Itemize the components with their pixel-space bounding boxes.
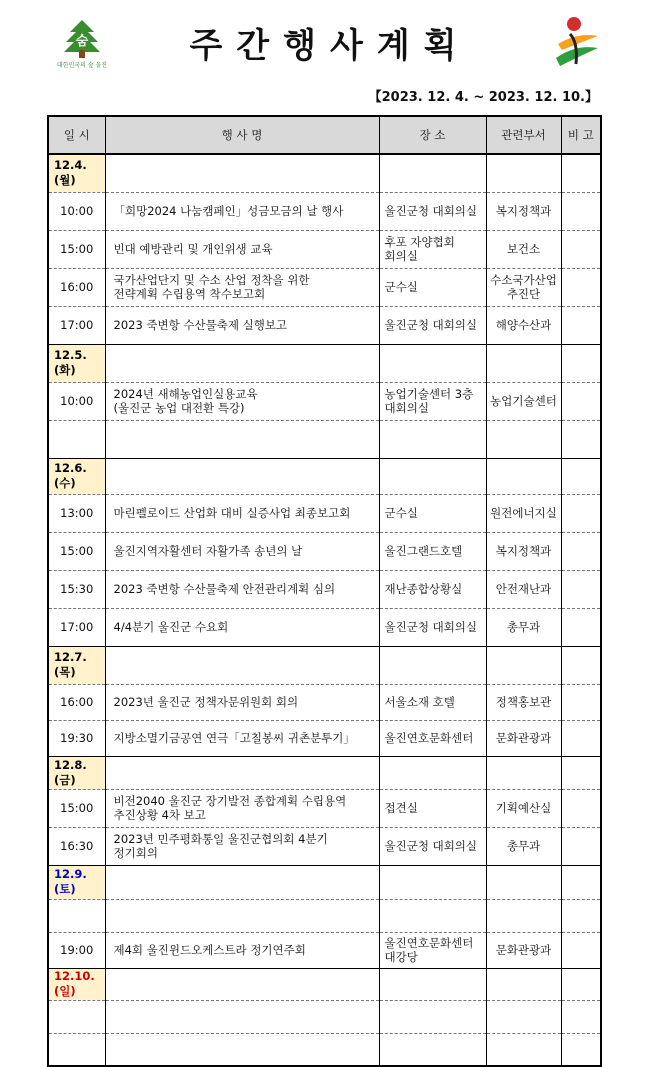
county-symbol [552,14,602,72]
event-place: 재난종합상황실 [379,570,486,608]
county-logo [52,18,112,68]
event-name: 제4회 울진윈드오케스트라 정기연주회 [105,932,379,968]
date-row [48,756,601,789]
svg-text:숨: 숨 [75,34,89,49]
event-dept [486,1000,561,1033]
event-note [561,532,601,570]
header-place: 장 소 [379,116,486,154]
event-dept: 복지정책과 [486,532,561,570]
empty-cell [561,646,601,684]
date-cell: 12.9.(토) [48,865,105,899]
empty-cell [379,344,486,382]
event-time: 16:30 [48,827,105,865]
date-row [48,865,601,899]
event-time [48,899,105,932]
event-note [561,899,601,932]
header-event: 행 사 명 [105,116,379,154]
event-row [48,899,601,932]
event-note [561,684,601,720]
tree-icon [52,18,112,60]
table-header-row [48,116,601,154]
event-row [48,306,601,344]
event-place: 울진그랜드호텔 [379,532,486,570]
empty-cell [105,154,379,192]
event-time: 15:00 [48,532,105,570]
event-note [561,382,601,420]
event-dept [486,899,561,932]
date-cell: 12.6.(수) [48,458,105,494]
empty-cell [486,344,561,382]
event-row [48,789,601,827]
event-dept: 총무과 [486,827,561,865]
event-name [105,899,379,932]
event-name: 국가산업단지 및 수소 산업 정착을 위한 전략계획 수립용역 착수보고회 [105,268,379,306]
empty-cell [486,154,561,192]
date-row [48,458,601,494]
event-note [561,494,601,532]
empty-cell [561,458,601,494]
date-row [48,646,601,684]
empty-cell [561,756,601,789]
event-name: 4/4분기 울진군 수요회 [105,608,379,646]
schedule-table [47,115,602,1067]
empty-cell [379,865,486,899]
event-note [561,932,601,968]
event-row [48,570,601,608]
event-note [561,192,601,230]
event-place: 군수실 [379,494,486,532]
event-note [561,608,601,646]
event-place [379,420,486,458]
empty-cell [379,646,486,684]
event-place: 울진연호문화센터 대강당 [379,932,486,968]
event-time [48,420,105,458]
event-place: 울진군청 대회의실 [379,608,486,646]
empty-cell [105,756,379,789]
empty-cell [561,968,601,1000]
date-cell: 12.7.(목) [48,646,105,684]
event-time [48,1000,105,1033]
event-row [48,268,601,306]
event-row [48,494,601,532]
event-note [561,1000,601,1033]
event-place: 울진군청 대회의실 [379,827,486,865]
event-place: 군수실 [379,268,486,306]
event-time: 19:30 [48,720,105,756]
event-row [48,230,601,268]
event-dept: 복지정책과 [486,192,561,230]
empty-cell [379,458,486,494]
event-dept: 해양수산과 [486,306,561,344]
empty-cell [105,344,379,382]
event-row [48,827,601,865]
empty-cell [561,154,601,192]
symbol-icon [552,14,602,72]
event-time: 19:00 [48,932,105,968]
event-row [48,382,601,420]
event-row [48,1000,601,1033]
event-note [561,230,601,268]
event-place: 후포 자양협회 회의실 [379,230,486,268]
event-dept: 기획예산실 [486,789,561,827]
event-name: 울진지역자활센터 자활가족 송년의 날 [105,532,379,570]
event-time: 10:00 [48,382,105,420]
event-name [105,1000,379,1033]
empty-cell [486,458,561,494]
event-time: 10:00 [48,192,105,230]
event-name: 마린펠로이드 산업화 대비 실증사업 최종보고회 [105,494,379,532]
event-place [379,1000,486,1033]
event-note [561,789,601,827]
empty-cell [486,646,561,684]
event-row [48,684,601,720]
event-dept: 안전재난과 [486,570,561,608]
event-time: 13:00 [48,494,105,532]
date-cell: 12.4.(월) [48,154,105,192]
event-dept [486,420,561,458]
event-time: 17:00 [48,306,105,344]
date-cell: 12.5.(화) [48,344,105,382]
event-place: 서울소재 호텔 [379,684,486,720]
event-row [48,608,601,646]
empty-cell [379,968,486,1000]
header-dept: 관련부서 [486,116,561,154]
event-name: 2023년 울진군 정책자문위원회 회의 [105,684,379,720]
event-place: 울진군청 대회의실 [379,306,486,344]
event-place: 농업기술센터 3층 대회의실 [379,382,486,420]
event-row [48,932,601,968]
empty-cell [105,968,379,1000]
event-name: 비전2040 울진군 장기발전 종합계획 수립용역 추진상황 4차 보고 [105,789,379,827]
header-time: 일 시 [48,116,105,154]
event-place [379,899,486,932]
header-note: 비 고 [561,116,601,154]
event-dept: 수소국가산업 추진단 [486,268,561,306]
event-row [48,532,601,570]
event-name [105,420,379,458]
date-row [48,968,601,1000]
empty-cell [379,756,486,789]
event-dept: 문화관광과 [486,720,561,756]
document-header [0,0,650,80]
event-place: 울진연호문화센터 [379,720,486,756]
event-dept: 정책홍보관 [486,684,561,720]
event-name: 2024년 새해농업인실용교육 (울진군 농업 대전환 특강) [105,382,379,420]
page-title: 주간행사계획 [189,26,471,66]
event-time: 15:00 [48,230,105,268]
event-name: 2023 죽변항 수산물축제 안전관리계획 심의 [105,570,379,608]
event-row [48,192,601,230]
event-time: 16:00 [48,268,105,306]
empty-cell [486,756,561,789]
event-dept: 원전에너지실 [486,494,561,532]
event-row [48,420,601,458]
date-cell: 12.10.(일) [48,968,105,1000]
event-name: 빈대 예방관리 및 개인위생 교육 [105,230,379,268]
date-cell: 12.8.(금) [48,756,105,789]
event-dept: 문화관광과 [486,932,561,968]
event-row [48,720,601,756]
empty-cell [486,865,561,899]
event-name: 2023년 민주평화통일 울진군협의회 4분기 정기회의 [105,827,379,865]
empty-cell [561,344,601,382]
empty-cell [379,154,486,192]
event-note [561,570,601,608]
event-note [561,268,601,306]
empty-cell [105,646,379,684]
event-dept: 총무과 [486,608,561,646]
event-time: 15:00 [48,789,105,827]
event-note [561,306,601,344]
event-place: 접견실 [379,789,486,827]
date-row [48,154,601,192]
event-time: 17:00 [48,608,105,646]
event-time: 15:30 [48,570,105,608]
date-row [48,344,601,382]
event-place: 울진군청 대회의실 [379,192,486,230]
event-note [561,827,601,865]
event-time: 16:00 [48,684,105,720]
logo-text: 대한민국의 숲 울진 [56,62,108,69]
event-name: 「희망2024 나눔캠페인」성금모금의 날 행사 [105,192,379,230]
empty-cell [561,865,601,899]
event-dept: 보건소 [486,230,561,268]
schedule-period: 【2023. 12. 4. ~ 2023. 12. 10.】 [368,90,598,105]
event-name: 지방소멸기금공연 연극「고칠봉씨 귀촌분투기」 [105,720,379,756]
empty-cell [486,968,561,1000]
event-dept: 농업기술센터 [486,382,561,420]
empty-cell [105,458,379,494]
event-note [561,420,601,458]
event-note [561,720,601,756]
empty-cell [105,865,379,899]
event-name: 2023 죽변항 수산물축제 실행보고 [105,306,379,344]
